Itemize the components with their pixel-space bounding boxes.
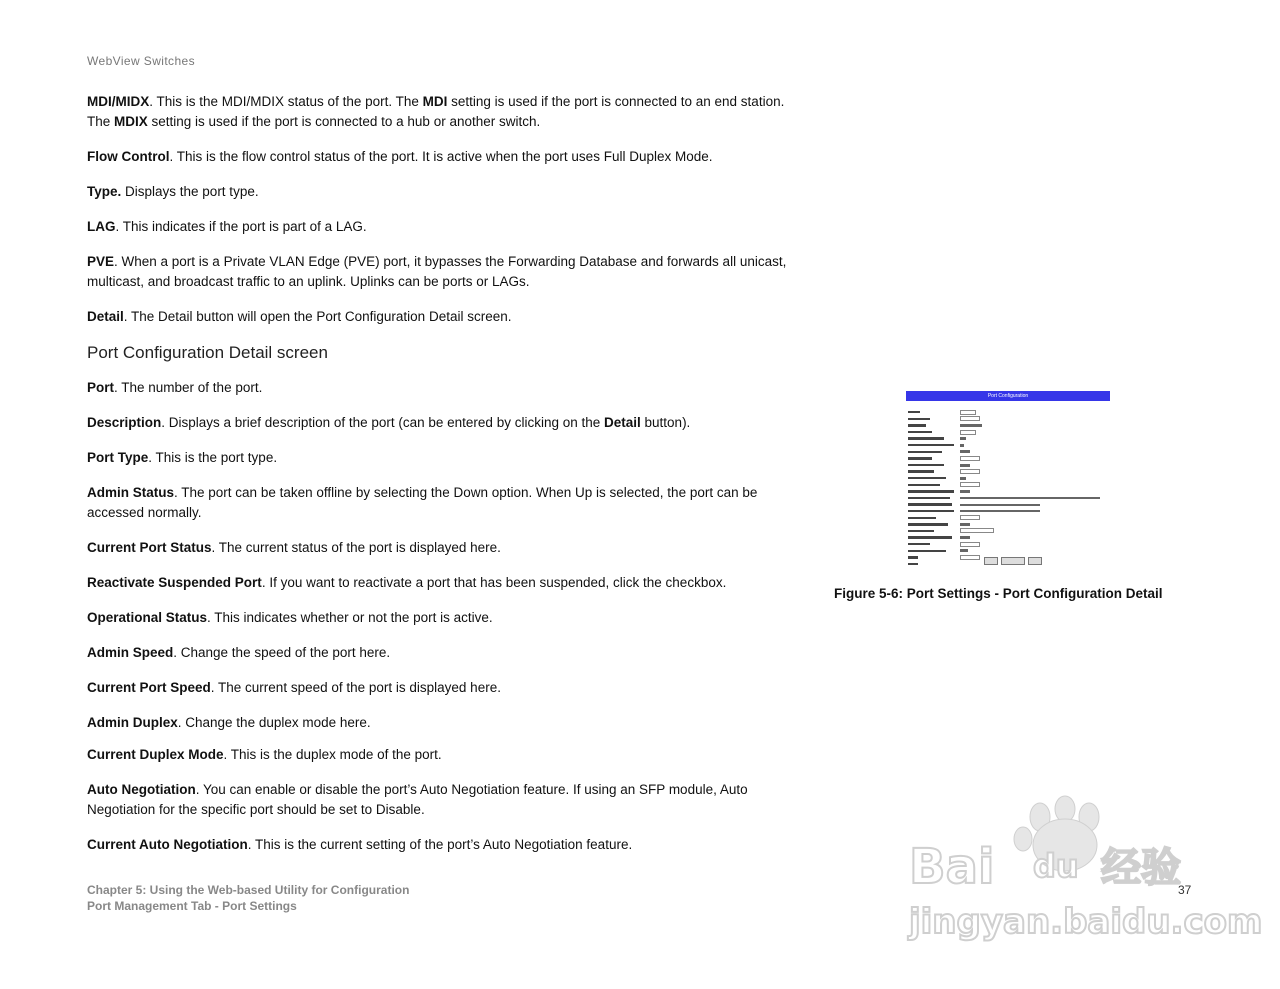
- figure-row: [906, 435, 1110, 442]
- paragraph-current-duplex: Current Duplex Mode. This is the duplex mode of the port.: [87, 747, 442, 762]
- main-content: [87, 92, 787, 870]
- figure-row: [906, 442, 1110, 449]
- section-title: Port Configuration Detail screen: [87, 343, 328, 362]
- figure-row: [906, 541, 1110, 548]
- figure-row: [906, 409, 1110, 416]
- figure-row: [906, 515, 1110, 522]
- figure-row: [906, 475, 1110, 482]
- paragraph-detail: Detail. The Detail button will open the Port Configuration Detail screen.: [87, 309, 512, 324]
- svg-text:Bai: Bai: [909, 839, 995, 895]
- paragraph-reactivate: Reactivate Suspended Port. If you want to reactivate a port that has been suspended, click the checkbox.: [87, 575, 727, 590]
- figure-row: [906, 482, 1110, 489]
- paragraph-description: Description. Displays a brief description of the port (can be entered by clicking on the Detail button).: [87, 415, 691, 430]
- figure-button: [1028, 557, 1042, 565]
- figure-title-bar: Port Configuration: [906, 391, 1110, 401]
- paragraph-port: Port. The number of the port.: [87, 380, 263, 395]
- figure-row: [906, 528, 1110, 535]
- port-configuration-screenshot: [906, 391, 1110, 567]
- figure-buttons: [984, 557, 1042, 565]
- paragraph-current-auto-negotiation: Current Auto Negotiation. This is the current setting of the port’s Auto Negotiation feature.: [87, 837, 633, 852]
- page-number: 37: [1178, 883, 1192, 897]
- figure-row: [906, 422, 1110, 429]
- paragraph-current-port-speed: Current Port Speed. The current speed of the port is displayed here.: [87, 680, 501, 695]
- figure-row: [906, 455, 1110, 462]
- figure-form-rows: [906, 401, 1110, 567]
- figure-row: [906, 416, 1110, 423]
- footer: [87, 882, 409, 914]
- paragraph-operational-status: Operational Status. This indicates whether or not the port is active.: [87, 610, 493, 625]
- figure-row: [906, 495, 1110, 502]
- paragraph-lag: LAG. This indicates if the port is part of a LAG.: [87, 219, 367, 234]
- figure-row: [906, 501, 1110, 508]
- figure-row: [906, 468, 1110, 475]
- paragraph-port-type: Port Type. This is the port type.: [87, 450, 278, 465]
- paragraph-type: Type. Displays the port type.: [87, 184, 259, 199]
- figure-row: [906, 462, 1110, 469]
- baidu-watermark-logo: [905, 795, 1263, 945]
- svg-text:jingyan.baidu.com: jingyan.baidu.com: [909, 902, 1263, 942]
- figure-row: [906, 449, 1110, 456]
- paragraph-mdi: MDI/MIDX. This is the MDI/MDIX status of the port. The MDI setting is used if the port is connected to an end station. The MDIX setting is used if the port is connected to a hub or another switch.: [87, 94, 785, 129]
- figure-caption: Figure 5-6: Port Settings - Port Configuration Detail: [834, 586, 1163, 601]
- figure-row: [906, 521, 1110, 528]
- paragraph-admin-duplex: Admin Duplex. Change the duplex mode here.: [87, 715, 371, 730]
- paragraph-admin-speed: Admin Speed. Change the speed of the port here.: [87, 645, 391, 660]
- figure-row: [906, 534, 1110, 541]
- figure-row: [906, 547, 1110, 554]
- footer-section: Port Management Tab - Port Settings: [87, 899, 297, 913]
- running-header: WebView Switches: [87, 54, 196, 68]
- figure-button: [1001, 557, 1025, 565]
- figure-row: [906, 508, 1110, 515]
- svg-text:经验: 经验: [1101, 845, 1181, 891]
- paragraph-auto-negotiation: Auto Negotiation. You can enable or disable the port’s Auto Negotiation feature. If using an SFP module, Auto Negotiation for the specific port should be set to Disable.: [87, 782, 748, 817]
- paragraph-flow-control: Flow Control. This is the flow control status of the port. It is active when the port uses Full Duplex Mode.: [87, 149, 713, 164]
- paragraph-current-port-status: Current Port Status. The current status of the port is displayed here.: [87, 540, 501, 555]
- figure-row: [906, 488, 1110, 495]
- footer-chapter: Chapter 5: Using the Web-based Utility for Configuration: [87, 883, 410, 897]
- paragraph-admin-status: Admin Status. The port can be taken offline by selecting the Down option. When Up is selected, the port can be accessed normally.: [87, 485, 758, 520]
- figure-row: [906, 429, 1110, 436]
- svg-text:du: du: [1033, 847, 1079, 885]
- figure-button: [984, 557, 998, 565]
- paragraph-pve: PVE. When a port is a Private VLAN Edge (PVE) port, it bypasses the Forwarding Database and forwards all unicast, multicast, and broadcast traffic to an uplink. Uplinks can be ports or LAGs.: [87, 254, 787, 289]
